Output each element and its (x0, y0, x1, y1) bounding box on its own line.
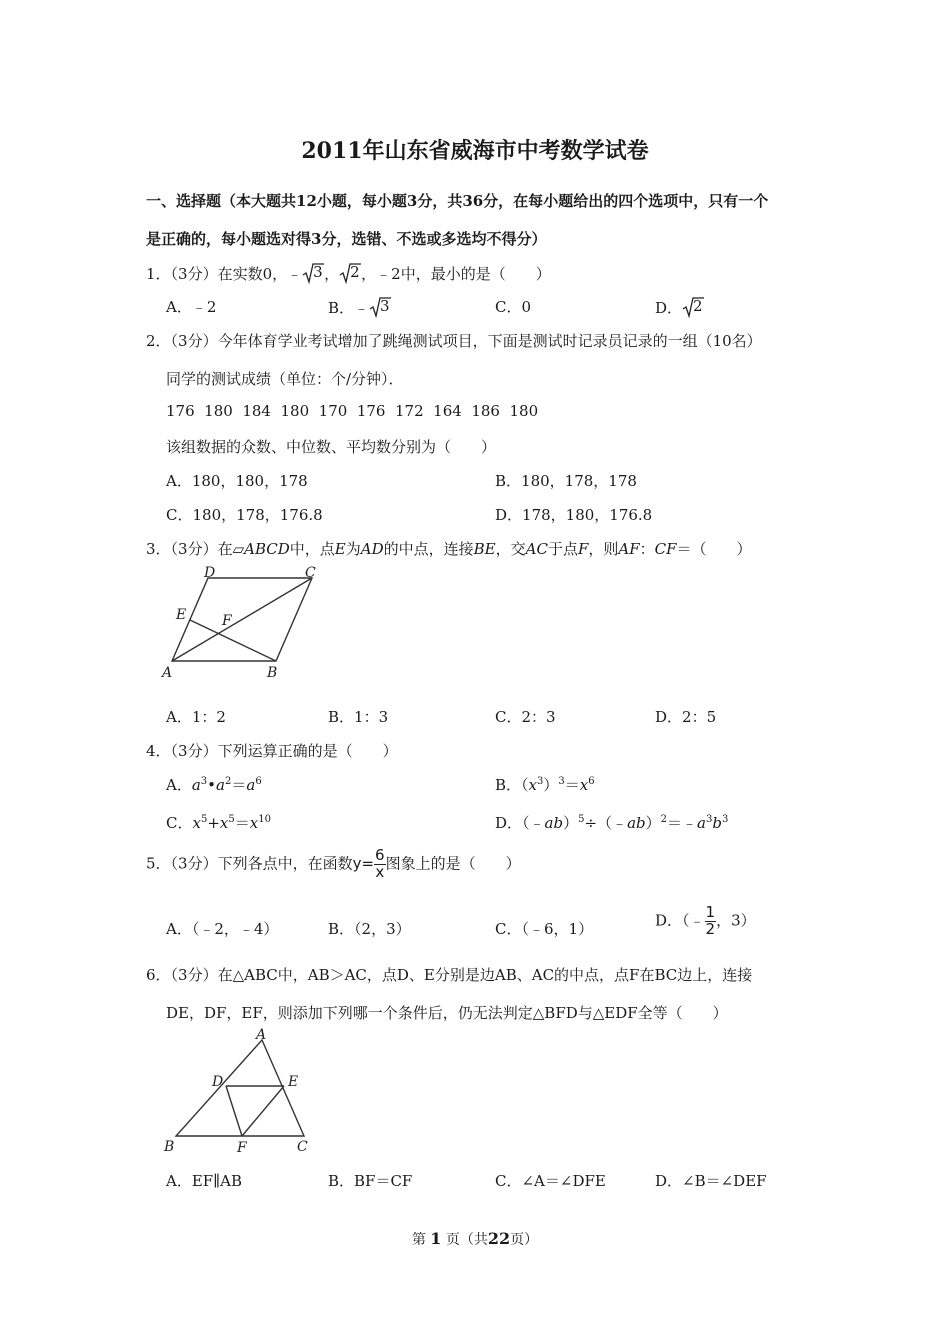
question-2-line2: 同学的测试成绩（单位：个/分钟）． (166, 370, 404, 388)
question-6-line1: 6．（3分）在△ABC中，AB＞AC，点D、E分别是边AB、AC的中点，点F在BC边上，连接 (146, 966, 753, 984)
q2-option-d[interactable]: D．178，180，176.8 (495, 506, 653, 524)
fraction-6-over-x: $\frac{6}{x}$ (375, 846, 385, 881)
q5-option-c[interactable]: C．（﹣6，1） (495, 920, 594, 938)
question-2-line1: 2．（3分）今年体育学业考试增加了跳绳测试项目，下面是测试时记录员记录的一组（10名） (146, 332, 762, 350)
triangle-figure (160, 1028, 320, 1158)
label-d: D (204, 565, 216, 581)
section-heading-line2: 是正确的，每小题选对得3分，选错、不选或多选均不得分） (146, 230, 547, 248)
q2-option-a[interactable]: A．180，180，178 (166, 472, 308, 490)
label-b: B (267, 665, 278, 681)
question-3-stem: 3．（3分）在▱ABCD中，点E为AD的中点，连接BE，交AC于点F，则AF：CF＝（ ） (146, 540, 752, 558)
q5-option-d[interactable]: D．（﹣ $\frac{1}{2}$ ，3） (655, 903, 756, 938)
q1-option-c[interactable]: C．0 (495, 298, 532, 316)
q3-option-b[interactable]: B．1：3 (328, 708, 389, 726)
label-c: C (297, 1139, 308, 1155)
page-title: 2011年山东省威海市中考数学试卷 (301, 138, 649, 164)
question-1-stem: 1．（3分）在实数0，﹣ 3 ， 2 ，﹣2中，最小的是（ ） (146, 263, 551, 283)
q4-option-d[interactable]: D．$(﹣ab)^5\div(﹣ab)^2=﹣a^3b^3$ (495, 814, 729, 832)
q5-option-b[interactable]: B．（2，3） (328, 920, 411, 938)
q6-option-c[interactable]: C．∠A＝∠DFE (495, 1172, 606, 1190)
q1-option-b[interactable]: B．﹣ 3 (328, 297, 390, 317)
label-b: B (164, 1139, 175, 1155)
sqrt-3: 3 (302, 262, 324, 284)
question-6-line2: DE，DF，EF，则添加下列哪一个条件后，仍无法判定△BFD与△EDF全等（ ） (166, 1004, 728, 1022)
q1-option-a[interactable]: A．﹣2 (166, 298, 217, 316)
label-a: A (162, 665, 173, 681)
label-d: D (212, 1074, 224, 1090)
q3-option-c[interactable]: C．2：3 (495, 708, 556, 726)
section-heading-line1: 一、选择题（本大题共12小题，每小题3分，共36分，在每小题给出的四个选项中，只有一个 (146, 192, 769, 210)
q2-option-b[interactable]: B．180，178，178 (495, 472, 637, 490)
q1-option-d[interactable]: D． 2 (655, 297, 703, 317)
label-e: E (176, 607, 187, 623)
q3-option-a[interactable]: A．1：2 (166, 708, 226, 726)
label-f: F (222, 613, 232, 629)
page-footer: 第 1 页（共22页） (411, 1229, 539, 1248)
q6-option-b[interactable]: B．BF＝CF (328, 1172, 413, 1190)
q6-option-a[interactable]: A．EF∥AB (166, 1172, 242, 1190)
label-e: E (288, 1074, 299, 1090)
label-c: C (305, 565, 316, 581)
label-f: F (237, 1140, 247, 1156)
q4-option-a[interactable]: A．$a^3•a^2=a^6$ (166, 776, 262, 794)
label-a: A (256, 1028, 267, 1043)
q5-option-a[interactable]: A．（﹣2，﹣4） (166, 920, 279, 938)
sqrt-2: 2 (339, 262, 361, 284)
q3-option-d[interactable]: D．2：5 (655, 708, 717, 726)
q6-option-d[interactable]: D．∠B＝∠DEF (655, 1172, 767, 1190)
question-2-line4: 该组数据的众数、中位数、平均数分别为（ ） (166, 438, 497, 456)
q2-option-c[interactable]: C．180，178，176.8 (166, 506, 323, 524)
parallelogram-figure (160, 565, 330, 683)
q4-option-b[interactable]: B．$(x^3)^3=x^6$ (495, 776, 595, 794)
q4-option-c[interactable]: C．$x^5+x^5=x^{10}$ (166, 814, 271, 832)
question-2-data: 176 180 184 180 170 176 172 164 186 180 (166, 402, 539, 420)
question-5-stem: 5．（3分）下列各点中，在函数y= $\frac{6}{x}$ 图象上的是（ ） (146, 846, 521, 881)
question-4-stem: 4．（3分）下列运算正确的是（ ） (146, 742, 398, 760)
